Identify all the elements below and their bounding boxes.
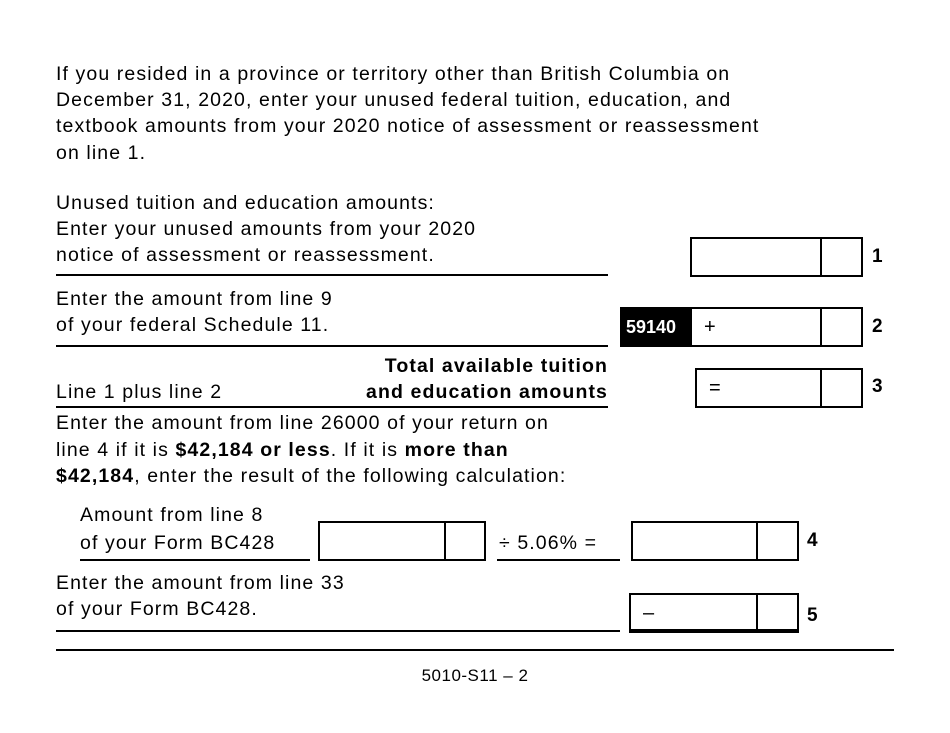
- line4-instructions: $42,184, enter the result of the following calculation:: [56, 465, 567, 487]
- line5-label: of your Form BC428.: [56, 598, 258, 620]
- line5-amount-field[interactable]: [629, 593, 799, 633]
- divider: [56, 274, 608, 276]
- intro-line: textbook amounts from your 2020 notice of assessment or reassessment: [56, 115, 760, 137]
- line-code-badge: 59140: [620, 307, 691, 347]
- line3-label: Line 1 plus line 2: [56, 381, 223, 403]
- divider: [56, 406, 608, 408]
- line1-label: Unused tuition and education amounts:: [56, 192, 435, 214]
- line1-amount-field[interactable]: [690, 237, 863, 277]
- total-label: and education amounts: [366, 381, 608, 403]
- line-number: 5: [807, 605, 818, 626]
- line2-amount-field[interactable]: [690, 307, 863, 347]
- line1-label: Enter your unused amounts from your 2020: [56, 218, 477, 240]
- bc428-line8-field[interactable]: [318, 521, 486, 561]
- line-number: 1: [872, 246, 883, 267]
- intro-line: December 31, 2020, enter your unused federal tuition, education, and: [56, 89, 732, 111]
- line3-amount-field[interactable]: [695, 368, 863, 408]
- divider: [80, 559, 310, 561]
- intro-line: on line 1.: [56, 142, 147, 164]
- line4-sub-label: Amount from line 8: [80, 504, 264, 526]
- line1-label: notice of assessment or reassessment.: [56, 244, 435, 266]
- line-number: 2: [872, 316, 883, 337]
- line5-label: Enter the amount from line 33: [56, 572, 345, 594]
- line4-instructions: Enter the amount from line 26000 of your return on: [56, 412, 549, 434]
- page-footer: 5010-S11 – 2: [421, 666, 529, 685]
- equals-symbol: =: [709, 377, 721, 399]
- line-number: 3: [872, 376, 883, 397]
- plus-symbol: +: [704, 316, 716, 338]
- line2-label: Enter the amount from line 9: [56, 288, 333, 310]
- calc-label: ÷ 5.06% =: [499, 532, 598, 554]
- line4-amount-field[interactable]: [631, 521, 799, 561]
- intro-line: If you resided in a province or territory other than British Columbia on: [56, 63, 731, 85]
- divider: [497, 559, 620, 561]
- divider: [56, 345, 608, 347]
- minus-symbol: –: [643, 602, 655, 624]
- line4-instructions: line 4 if it is $42,184 or less. If it is more than: [56, 439, 509, 461]
- line-number: 4: [807, 530, 818, 551]
- line2-label: of your federal Schedule 11.: [56, 314, 330, 336]
- line4-sub-label: of your Form BC428: [80, 532, 276, 554]
- divider: [56, 630, 620, 632]
- page-divider: [56, 649, 894, 651]
- total-label: Total available tuition: [384, 355, 608, 377]
